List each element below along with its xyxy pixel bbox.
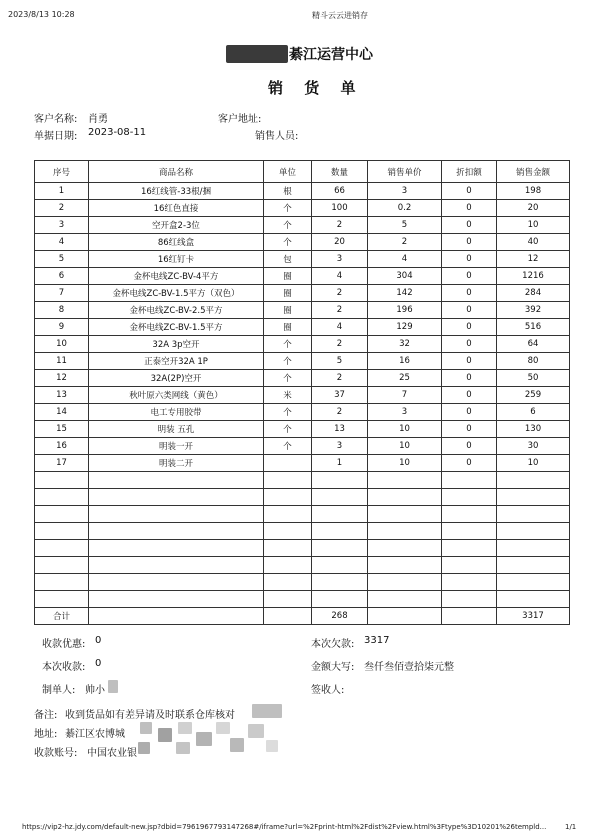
receipt-discount-value: 0 [95, 635, 102, 646]
empty-cell [89, 472, 264, 489]
cell-discount: 0 [442, 387, 497, 404]
empty-cell [35, 523, 89, 540]
cell-amount: 1216 [497, 268, 570, 285]
empty-cell [497, 506, 570, 523]
column-header-product: 商品名称 [89, 161, 264, 183]
cell-discount: 0 [442, 200, 497, 217]
empty-cell [89, 506, 264, 523]
cell-quantity: 2 [312, 370, 368, 387]
mosaic-redaction [140, 722, 152, 734]
document-title: 销 货 单 [268, 79, 364, 97]
customer-name-value: 肖勇 [88, 114, 108, 125]
cell-quantity: 2 [312, 336, 368, 353]
empty-cell [442, 523, 497, 540]
empty-cell [442, 472, 497, 489]
cell-product-name: 电工专用胶带 [89, 404, 264, 421]
cell-quantity: 20 [312, 234, 368, 251]
table-row [35, 387, 570, 404]
table-row [35, 268, 570, 285]
cell-row-index: 17 [35, 455, 89, 472]
empty-cell [497, 574, 570, 591]
table-row [35, 251, 570, 268]
cell-unit-price: 142 [368, 285, 442, 302]
total-empty-cell [368, 608, 442, 625]
total-label: 合计 [35, 608, 89, 625]
cell-product-name: 正泰空开32A 1P [89, 353, 264, 370]
empty-cell [264, 506, 312, 523]
sales-items-table [34, 160, 570, 625]
redaction-mark [226, 45, 288, 63]
cell-unit-price: 4 [368, 251, 442, 268]
empty-cell [264, 591, 312, 608]
cell-discount: 0 [442, 455, 497, 472]
cell-discount: 0 [442, 234, 497, 251]
empty-cell [368, 540, 442, 557]
cell-amount: 259 [497, 387, 570, 404]
cell-product-name: 金杯电线ZC-BV-2.5平方 [89, 302, 264, 319]
empty-cell [497, 540, 570, 557]
cell-unit: 根 [264, 183, 312, 200]
cell-unit: 个 [264, 217, 312, 234]
empty-cell [89, 591, 264, 608]
cell-row-index: 7 [35, 285, 89, 302]
empty-cell [312, 523, 368, 540]
cell-row-index: 14 [35, 404, 89, 421]
amount-received-label: 本次收款: [42, 662, 86, 673]
empty-cell [497, 489, 570, 506]
cell-amount: 10 [497, 455, 570, 472]
amount-capital-value: 叁仟叁佰壹拾柒元整 [364, 662, 454, 673]
cell-unit-price: 129 [368, 319, 442, 336]
cell-discount: 0 [442, 302, 497, 319]
cell-product-name: 86红线盒 [89, 234, 264, 251]
cell-row-index: 15 [35, 421, 89, 438]
table-row [35, 302, 570, 319]
amount-capital-label: 金额大写: [311, 662, 355, 673]
empty-cell [264, 557, 312, 574]
cell-quantity: 1 [312, 455, 368, 472]
cell-amount: 80 [497, 353, 570, 370]
blur-mark [252, 704, 282, 718]
remark-label: 备注: [34, 710, 58, 721]
cell-discount: 0 [442, 353, 497, 370]
table-row-empty [35, 557, 570, 574]
table-row [35, 217, 570, 234]
cell-product-name: 金杯电线ZC-BV-4平方 [89, 268, 264, 285]
cell-amount: 284 [497, 285, 570, 302]
address-value: 綦江区农博城 [65, 729, 125, 740]
empty-cell [312, 557, 368, 574]
empty-cell [368, 472, 442, 489]
cell-product-name: 空开盒2-3位 [89, 217, 264, 234]
cell-discount: 0 [442, 404, 497, 421]
cell-unit: 个 [264, 353, 312, 370]
cell-amount: 12 [497, 251, 570, 268]
empty-cell [368, 591, 442, 608]
mosaic-redaction [138, 742, 150, 754]
cell-product-name: 秋叶原六类网线（黄色） [89, 387, 264, 404]
cell-quantity: 4 [312, 319, 368, 336]
cell-row-index: 12 [35, 370, 89, 387]
amount-owed-label: 本次欠款: [311, 639, 355, 650]
empty-cell [368, 557, 442, 574]
account-label: 收款账号: [34, 748, 78, 759]
account-value: 中国农业银 [87, 748, 137, 759]
cell-amount: 516 [497, 319, 570, 336]
empty-cell [89, 523, 264, 540]
column-header-unit-price: 销售单价 [368, 161, 442, 183]
empty-cell [368, 489, 442, 506]
empty-cell [264, 523, 312, 540]
cell-discount: 0 [442, 217, 497, 234]
mosaic-redaction [216, 722, 230, 734]
column-header-amount: 销售金额 [497, 161, 570, 183]
total-empty-cell [264, 608, 312, 625]
cell-row-index: 11 [35, 353, 89, 370]
cell-unit-price: 32 [368, 336, 442, 353]
table-row [35, 404, 570, 421]
cell-product-name: 32A 3p空开 [89, 336, 264, 353]
cell-unit: 个 [264, 421, 312, 438]
empty-cell [312, 540, 368, 557]
cell-unit-price: 10 [368, 438, 442, 455]
empty-cell [442, 591, 497, 608]
cell-discount: 0 [442, 268, 497, 285]
cell-quantity: 3 [312, 251, 368, 268]
cell-unit: 个 [264, 404, 312, 421]
cell-unit-price: 16 [368, 353, 442, 370]
cell-quantity: 2 [312, 285, 368, 302]
cell-row-index: 8 [35, 302, 89, 319]
empty-cell [35, 574, 89, 591]
cell-unit [264, 455, 312, 472]
mosaic-redaction [248, 724, 264, 738]
cell-unit: 圈 [264, 268, 312, 285]
mosaic-redaction [178, 722, 192, 734]
cell-quantity: 4 [312, 268, 368, 285]
cell-unit: 个 [264, 370, 312, 387]
cell-quantity: 2 [312, 217, 368, 234]
cell-amount: 130 [497, 421, 570, 438]
print-datetime: 2023/8/13 10:28 [8, 10, 75, 19]
cell-product-name: 32A(2P)空开 [89, 370, 264, 387]
column-header-index: 序号 [35, 161, 89, 183]
remark-value: 收到货品如有差异请及时联系仓库核对 [65, 710, 235, 721]
empty-cell [368, 523, 442, 540]
table-row-empty [35, 591, 570, 608]
table-row-empty [35, 574, 570, 591]
empty-cell [89, 489, 264, 506]
table-row [35, 200, 570, 217]
cell-unit-price: 3 [368, 183, 442, 200]
empty-cell [264, 540, 312, 557]
table-row [35, 319, 570, 336]
table-row-empty [35, 540, 570, 557]
empty-cell [442, 540, 497, 557]
empty-cell [264, 489, 312, 506]
cell-product-name: 明装 五孔 [89, 421, 264, 438]
column-header-discount: 折扣额 [442, 161, 497, 183]
cell-product-name: 明装一开 [89, 438, 264, 455]
document-date-value: 2023-08-11 [88, 127, 147, 138]
total-amount: 3317 [497, 608, 570, 625]
cell-amount: 198 [497, 183, 570, 200]
mosaic-redaction [196, 732, 212, 746]
print-page-title: 精斗云云进销存 [312, 11, 368, 20]
cell-row-index: 6 [35, 268, 89, 285]
cell-amount: 40 [497, 234, 570, 251]
print-page-number: 1/1 [565, 823, 577, 831]
cell-unit: 米 [264, 387, 312, 404]
cell-discount: 0 [442, 183, 497, 200]
cell-row-index: 4 [35, 234, 89, 251]
empty-cell [35, 540, 89, 557]
total-empty-cell [89, 608, 264, 625]
cell-amount: 64 [497, 336, 570, 353]
cell-unit: 个 [264, 200, 312, 217]
mosaic-redaction [176, 742, 190, 754]
cell-row-index: 13 [35, 387, 89, 404]
blur-mark [108, 680, 118, 693]
cell-unit-price: 0.2 [368, 200, 442, 217]
empty-cell [497, 591, 570, 608]
cell-row-index: 3 [35, 217, 89, 234]
receipt-discount-label: 收款优惠: [42, 639, 86, 650]
cell-unit: 圈 [264, 302, 312, 319]
table-row [35, 183, 570, 200]
cell-unit: 圈 [264, 319, 312, 336]
amount-received-value: 0 [95, 658, 102, 669]
signer-label: 签收人: [311, 685, 345, 696]
total-quantity: 268 [312, 608, 368, 625]
cell-product-name: 16红色直接 [89, 200, 264, 217]
empty-cell [264, 472, 312, 489]
mosaic-redaction [230, 738, 244, 752]
mosaic-redaction [266, 740, 278, 752]
cell-row-index: 1 [35, 183, 89, 200]
cell-quantity: 5 [312, 353, 368, 370]
cell-row-index: 9 [35, 319, 89, 336]
document-maker-value: 帅小 [85, 685, 105, 696]
table-row [35, 285, 570, 302]
cell-unit-price: 3 [368, 404, 442, 421]
customer-name-label: 客户名称: [34, 114, 78, 125]
cell-quantity: 13 [312, 421, 368, 438]
cell-row-index: 16 [35, 438, 89, 455]
cell-unit: 个 [264, 234, 312, 251]
cell-unit-price: 25 [368, 370, 442, 387]
cell-amount: 10 [497, 217, 570, 234]
address-label: 地址: [34, 729, 58, 740]
table-row-empty [35, 523, 570, 540]
empty-cell [89, 557, 264, 574]
empty-cell [312, 506, 368, 523]
empty-cell [35, 489, 89, 506]
cell-discount: 0 [442, 336, 497, 353]
print-url: https://vip2-hz.jdy.com/default-new.jsp?dbid=7961967793147268#/iframe?url=%2Fprint-html%2Fdist%2Fview.html%3Ftype%3D10201%26templd... [22, 823, 547, 831]
cell-discount: 0 [442, 370, 497, 387]
table-row [35, 336, 570, 353]
cell-unit: 个 [264, 336, 312, 353]
empty-cell [35, 506, 89, 523]
cell-unit-price: 196 [368, 302, 442, 319]
empty-cell [497, 523, 570, 540]
cell-unit: 个 [264, 438, 312, 455]
cell-product-name: 16红钉卡 [89, 251, 264, 268]
cell-amount: 30 [497, 438, 570, 455]
cell-row-index: 10 [35, 336, 89, 353]
cell-row-index: 5 [35, 251, 89, 268]
table-row-empty [35, 472, 570, 489]
table-row-empty [35, 506, 570, 523]
table-row [35, 438, 570, 455]
cell-discount: 0 [442, 319, 497, 336]
empty-cell [497, 472, 570, 489]
cell-unit-price: 2 [368, 234, 442, 251]
mosaic-redaction [158, 728, 172, 742]
cell-product-name: 明装二开 [89, 455, 264, 472]
cell-unit-price: 304 [368, 268, 442, 285]
empty-cell [368, 574, 442, 591]
document-date-label: 单据日期: [34, 131, 78, 142]
cell-product-name: 金杯电线ZC-BV-1.5平方（双色） [89, 285, 264, 302]
table-row [35, 353, 570, 370]
empty-cell [35, 591, 89, 608]
cell-discount: 0 [442, 251, 497, 268]
cell-discount: 0 [442, 285, 497, 302]
document-maker-label: 制单人: [42, 685, 76, 696]
empty-cell [497, 557, 570, 574]
cell-unit-price: 10 [368, 421, 442, 438]
cell-quantity: 2 [312, 404, 368, 421]
empty-cell [35, 557, 89, 574]
table-header-row [35, 161, 570, 183]
table-row-empty [35, 489, 570, 506]
salesperson-label: 销售人员: [255, 131, 299, 142]
cell-unit-price: 5 [368, 217, 442, 234]
cell-unit: 包 [264, 251, 312, 268]
cell-unit: 圈 [264, 285, 312, 302]
amount-owed-value: 3317 [364, 635, 390, 646]
cell-unit-price: 10 [368, 455, 442, 472]
cell-product-name: 16红线管-33根/捆 [89, 183, 264, 200]
empty-cell [89, 540, 264, 557]
cell-discount: 0 [442, 421, 497, 438]
cell-amount: 392 [497, 302, 570, 319]
empty-cell [442, 574, 497, 591]
table-row [35, 370, 570, 387]
cell-discount: 0 [442, 438, 497, 455]
table-body [35, 183, 570, 608]
cell-quantity: 66 [312, 183, 368, 200]
empty-cell [89, 574, 264, 591]
table-total-row [35, 608, 570, 625]
table-row [35, 455, 570, 472]
cell-quantity: 2 [312, 302, 368, 319]
empty-cell [442, 489, 497, 506]
cell-quantity: 100 [312, 200, 368, 217]
customer-address-label: 客户地址: [218, 114, 262, 125]
empty-cell [35, 472, 89, 489]
cell-quantity: 37 [312, 387, 368, 404]
empty-cell [312, 472, 368, 489]
column-header-quantity: 数量 [312, 161, 368, 183]
cell-quantity: 3 [312, 438, 368, 455]
cell-unit-price: 7 [368, 387, 442, 404]
table-row [35, 421, 570, 438]
table-row [35, 234, 570, 251]
empty-cell [442, 557, 497, 574]
empty-cell [312, 574, 368, 591]
empty-cell [368, 506, 442, 523]
cell-amount: 6 [497, 404, 570, 421]
empty-cell [312, 591, 368, 608]
empty-cell [442, 506, 497, 523]
cell-row-index: 2 [35, 200, 89, 217]
cell-amount: 50 [497, 370, 570, 387]
cell-product-name: 金杯电线ZC-BV-1.5平方 [89, 319, 264, 336]
empty-cell [312, 489, 368, 506]
company-name: 綦江运营中心 [289, 47, 373, 63]
total-empty-cell [442, 608, 497, 625]
column-header-unit: 单位 [264, 161, 312, 183]
empty-cell [264, 574, 312, 591]
cell-amount: 20 [497, 200, 570, 217]
